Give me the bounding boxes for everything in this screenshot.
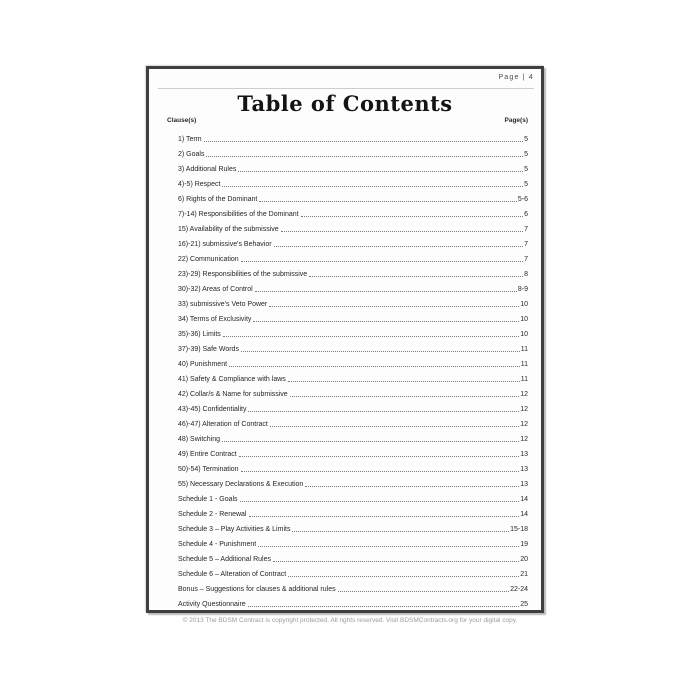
toc-entry-page: 8-9 [517, 286, 528, 293]
toc-entry-label: Activity Questionnaire [178, 601, 246, 608]
contract-toc-page [146, 66, 544, 613]
dotted-leader [288, 576, 519, 577]
toc-entry-page: 15-18 [510, 526, 528, 533]
dotted-leader [274, 246, 524, 247]
toc-row [178, 234, 528, 249]
toc-entry-page: 13 [520, 466, 528, 473]
toc-entry-label: 40) Punishment [178, 361, 228, 368]
toc-entry-label: Schedule 5 – Additional Rules [178, 556, 272, 563]
toc-row [178, 309, 528, 324]
toc-entry-page: 12 [520, 406, 528, 413]
toc-row [178, 549, 528, 564]
toc-row [178, 459, 528, 474]
dotted-leader [222, 441, 519, 442]
toc-entry-label: 2) Goals [178, 151, 205, 158]
toc-entry-page: 13 [520, 481, 528, 488]
toc-row [178, 339, 528, 354]
toc-entry-page: 11 [520, 361, 528, 368]
toc-entry-page: 8 [524, 271, 528, 278]
toc-entry-page: 22-24 [510, 586, 528, 593]
toc-entry-label: 7)-14) Responsibilities of the Dominant [178, 211, 299, 218]
toc-row [178, 534, 528, 549]
toc-entry-label: 41) Safety & Compliance with laws [178, 376, 286, 383]
toc-entry-page: 7 [524, 226, 528, 233]
toc-entry-label: 46)-47) Alteration of Contract [178, 421, 268, 428]
toc-entry-label: 34) Terms of Exclusivity [178, 316, 252, 323]
toc-entry-page: 13 [520, 451, 528, 458]
dotted-leader [301, 216, 523, 217]
toc-row [178, 489, 528, 504]
dotted-leader [269, 306, 519, 307]
toc-entry-label: 49) Entire Contract [178, 451, 237, 458]
dotted-leader [270, 426, 519, 427]
toc-row [178, 594, 528, 609]
toc-row [178, 564, 528, 579]
toc-entry-label: 15) Availability of the submissive [178, 226, 279, 233]
toc-row [178, 579, 528, 594]
dotted-leader [229, 366, 520, 367]
dotted-leader [241, 261, 523, 262]
toc-entry-page: 25 [520, 601, 528, 608]
dotted-leader [273, 561, 519, 562]
dotted-leader [240, 501, 520, 502]
toc-entry-page: 5 [524, 181, 528, 188]
toc-row [178, 219, 528, 234]
toc-entry-label: Schedule 3 – Play Activities & Limits [178, 526, 291, 533]
toc-entry-label: 37)-39) Safe Words [178, 346, 239, 353]
toc-row [178, 324, 528, 339]
toc-entry-label: 55) Necessary Declarations & Execution [178, 481, 304, 488]
dotted-leader [248, 606, 520, 607]
toc-entry-label: Schedule 1 - Goals [178, 496, 238, 503]
toc-entry-label: 50)-54) Termination [178, 466, 239, 473]
dotted-leader [338, 591, 509, 592]
toc-entry-label: 23)-29) Responsibilities of the submissive [178, 271, 308, 278]
toc-entry-label: Schedule 6 – Alteration of Contract [178, 571, 287, 578]
toc-row [178, 144, 528, 159]
dotted-leader [259, 201, 517, 202]
toc-entry-label: 4)-5) Respect [178, 181, 221, 188]
dotted-leader [223, 336, 519, 337]
dotted-leader [248, 411, 519, 412]
toc-entry-page: 12 [520, 421, 528, 428]
toc-entry-page: 7 [524, 241, 528, 248]
toc-entry-page: 5 [524, 136, 528, 143]
dotted-leader [288, 381, 520, 382]
dotted-leader [249, 516, 520, 517]
dotted-leader [281, 231, 523, 232]
toc-row [178, 384, 528, 399]
toc-row [178, 279, 528, 294]
toc-entry-label: 16)-21) submissive's Behavior [178, 241, 272, 248]
dotted-leader [290, 396, 520, 397]
page-title: Table of Contents [237, 91, 453, 116]
toc-row [178, 129, 528, 144]
page-column-header: Page(s) [504, 117, 528, 124]
toc-entry-page: 10 [520, 316, 528, 323]
toc-entry-label: Schedule 2 - Renewal [178, 511, 247, 518]
toc-entry-label: Bonus – Suggestions for clauses & additional rules [178, 586, 336, 593]
toc-list [167, 129, 528, 609]
toc-entry-page: 5 [524, 166, 528, 173]
toc-entry-page: 6 [524, 211, 528, 218]
toc-entry-page: 10 [520, 301, 528, 308]
toc-entry-label: 42) Collar/s & Name for submissive [178, 391, 288, 398]
toc-entry-page: 20 [520, 556, 528, 563]
toc-entry-label: 35)-36) Limits [178, 331, 221, 338]
dotted-leader [258, 546, 519, 547]
toc-row [178, 159, 528, 174]
toc-row [178, 429, 528, 444]
toc-entry-label: Schedule 4 - Punishment [178, 541, 257, 548]
toc-entry-page: 14 [520, 511, 528, 518]
toc-row [178, 369, 528, 384]
toc-entry-page: 11 [520, 376, 528, 383]
toc-entry-page: 12 [520, 436, 528, 443]
toc-row [178, 249, 528, 264]
toc-entry-label: 30)-32) Areas of Control [178, 286, 253, 293]
toc-entry-label: 33) submissive's Veto Power [178, 301, 268, 308]
dotted-leader [206, 156, 523, 157]
toc-row [178, 399, 528, 414]
toc-entry-page: 21 [520, 571, 528, 578]
dotted-leader [255, 291, 517, 292]
dotted-leader [305, 486, 519, 487]
toc-row [178, 444, 528, 459]
dotted-leader [292, 531, 509, 532]
toc-entry-label: 1) Term [178, 136, 202, 143]
toc-entry-page: 7 [524, 256, 528, 263]
toc-entry-label: 22) Communication [178, 256, 239, 263]
dotted-leader [239, 456, 519, 457]
copyright-footer: © 2013 The BDSM Contract is copyright protected. All rights reserved. Visit BDSMContracts.org for your digital copy. [182, 617, 518, 624]
toc-entry-page: 12 [520, 391, 528, 398]
toc-entry-label: 43)-45) Confidentiality [178, 406, 247, 413]
header-rule [158, 88, 534, 89]
toc-row [178, 474, 528, 489]
toc-entry-page: 11 [520, 346, 528, 353]
toc-row [178, 204, 528, 219]
column-headers [167, 117, 528, 124]
dotted-leader [253, 321, 519, 322]
toc-entry-label: 6) Rights of the Dominant [178, 196, 258, 203]
toc-entry-page: 14 [520, 496, 528, 503]
dotted-leader [222, 186, 523, 187]
toc-row [178, 519, 528, 534]
toc-row [178, 294, 528, 309]
dotted-leader [204, 141, 523, 142]
toc-row [178, 354, 528, 369]
toc-entry-page: 19 [520, 541, 528, 548]
toc-entry-page: 5-6 [517, 196, 528, 203]
dotted-leader [241, 351, 520, 352]
toc-entry-label: 48) Switching [178, 436, 221, 443]
toc-row [178, 414, 528, 429]
page-number-header: Page | 4 [498, 74, 534, 81]
clause-column-header: Clause(s) [167, 117, 197, 124]
toc-entry-label: 3) Additional Rules [178, 166, 237, 173]
toc-row [178, 264, 528, 279]
toc-entry-page: 5 [524, 151, 528, 158]
toc-row [178, 174, 528, 189]
toc-row [178, 189, 528, 204]
toc-row [178, 504, 528, 519]
dotted-leader [241, 471, 520, 472]
dotted-leader [238, 171, 523, 172]
toc-entry-page: 10 [520, 331, 528, 338]
dotted-leader [309, 276, 523, 277]
